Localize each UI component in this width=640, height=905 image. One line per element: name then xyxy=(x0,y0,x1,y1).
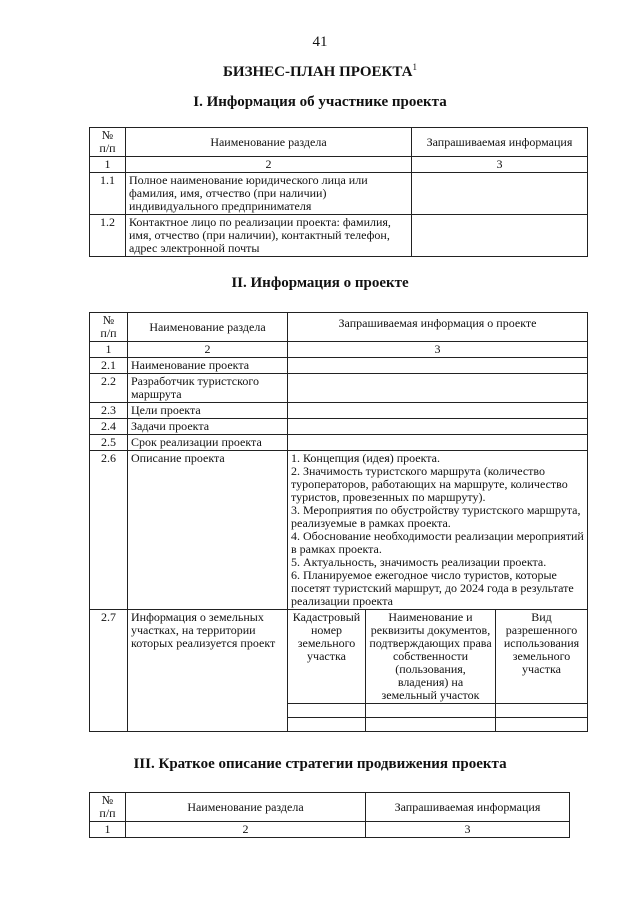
row-number: 2.6 xyxy=(90,451,128,610)
index-cell: 3 xyxy=(366,822,570,838)
index-cell: 3 xyxy=(288,342,588,358)
index-cell: 1 xyxy=(90,342,128,358)
row-info xyxy=(288,374,588,403)
table-header-row xyxy=(90,128,588,157)
list-item: 3. Мероприятия по обустройству туристского маршрута, реализуемые в рамках проекта. xyxy=(291,503,581,530)
row-number: 2.3 xyxy=(90,403,128,419)
row-name: Информация о земельных участках, на территории которых реализуется проект xyxy=(128,610,288,732)
empty-cell xyxy=(366,718,496,732)
row-number: 1.1 xyxy=(90,173,126,215)
table-row xyxy=(90,435,588,451)
row-name: Цели проекта xyxy=(128,403,288,419)
row-number: 2.7 xyxy=(90,610,128,732)
row-name: Контактное лицо по реализации проекта: фамилия, имя, отчество (при наличии), контактный телефон, адрес электронной почты xyxy=(126,215,412,257)
row-info xyxy=(288,358,588,374)
land-documents-header: Наименование и реквизиты документов, подтверждающих права собственности (пользования, владения) на земельный участок xyxy=(366,610,496,704)
row-number: 2.4 xyxy=(90,419,128,435)
section3-table xyxy=(89,792,570,838)
empty-cell xyxy=(496,718,588,732)
table-row xyxy=(90,173,588,215)
table-index-row xyxy=(90,157,588,173)
table-row xyxy=(90,215,588,257)
table-row xyxy=(90,403,588,419)
row-name: Описание проекта xyxy=(128,451,288,610)
list-item: 5. Актуальность, значимость реализации проекта. xyxy=(291,555,547,569)
table-index-row xyxy=(90,822,570,838)
project-description-list xyxy=(288,451,588,610)
title-footnote: 1 xyxy=(412,62,417,72)
header-name: Наименование раздела xyxy=(128,313,288,342)
land-cadastral-header: Кадастровый номер земельного участка xyxy=(288,610,366,704)
section3-title: III. Краткое описание стратегии продвижения проекта xyxy=(133,756,507,772)
row-name: Задачи проекта xyxy=(128,419,288,435)
index-cell: 1 xyxy=(90,157,126,173)
table-row xyxy=(90,451,588,610)
index-cell: 2 xyxy=(128,342,288,358)
header-name: Наименование раздела xyxy=(126,128,412,157)
table-header-row xyxy=(90,793,570,822)
row-name: Полное наименование юридического лица или фамилия, имя, отчество (при наличии) индивидуального предпринимателя xyxy=(126,173,412,215)
index-cell: 2 xyxy=(126,157,412,173)
row-number: 2.2 xyxy=(90,374,128,403)
table-row xyxy=(90,358,588,374)
section2-title: II. Информация о проекте xyxy=(231,275,409,291)
row-name: Срок реализации проекта xyxy=(128,435,288,451)
header-number: № п/п xyxy=(90,313,128,342)
header-info: Запрашиваемая информация о проекте xyxy=(288,313,588,342)
row-info xyxy=(412,173,588,215)
header-number: № п/п xyxy=(90,793,126,822)
empty-cell xyxy=(366,704,496,718)
row-number: 2.5 xyxy=(90,435,128,451)
row-info xyxy=(288,435,588,451)
list-item: 6. Планируемое ежегодное число туристов, которые посетят туристский маршрут, до 2024 года в результате реализации проекта xyxy=(291,568,574,608)
index-cell: 3 xyxy=(412,157,588,173)
table-header-row xyxy=(90,313,588,342)
row-name: Наименование проекта xyxy=(128,358,288,374)
table-index-row xyxy=(90,342,588,358)
section2-table xyxy=(89,312,588,732)
section1-table xyxy=(89,127,588,257)
row-number: 1.2 xyxy=(90,215,126,257)
row-info xyxy=(412,215,588,257)
list-item: 4. Обоснование необходимости реализации мероприятий в рамках проекта. xyxy=(291,529,584,556)
document-title-text: БИЗНЕС-ПЛАН ПРОЕКТА xyxy=(223,64,413,80)
empty-cell xyxy=(496,704,588,718)
table-row xyxy=(90,610,588,704)
row-info xyxy=(288,403,588,419)
header-name: Наименование раздела xyxy=(126,793,366,822)
row-name: Разработчик туристского маршрута xyxy=(128,374,288,403)
index-cell: 1 xyxy=(90,822,126,838)
table-row xyxy=(90,374,588,403)
page-number: 41 xyxy=(312,34,328,50)
section1-title: I. Информация об участнике проекта xyxy=(193,94,447,110)
header-info: Запрашиваемая информация xyxy=(366,793,570,822)
land-usage-header: Вид разрешенного использования земельного участка xyxy=(496,610,588,704)
header-number: № п/п xyxy=(90,128,126,157)
document-title xyxy=(0,62,640,81)
header-info: Запрашиваемая информация xyxy=(412,128,588,157)
list-item: 1. Концепция (идея) проекта. xyxy=(291,451,441,465)
row-number: 2.1 xyxy=(90,358,128,374)
index-cell: 2 xyxy=(126,822,366,838)
empty-cell xyxy=(288,704,366,718)
list-item: 2. Значимость туристского маршрута (количество туроператоров, работающих на маршруте, количество туристов, провезенных по маршруту). xyxy=(291,464,568,504)
empty-cell xyxy=(288,718,366,732)
row-info xyxy=(288,419,588,435)
table-row xyxy=(90,419,588,435)
